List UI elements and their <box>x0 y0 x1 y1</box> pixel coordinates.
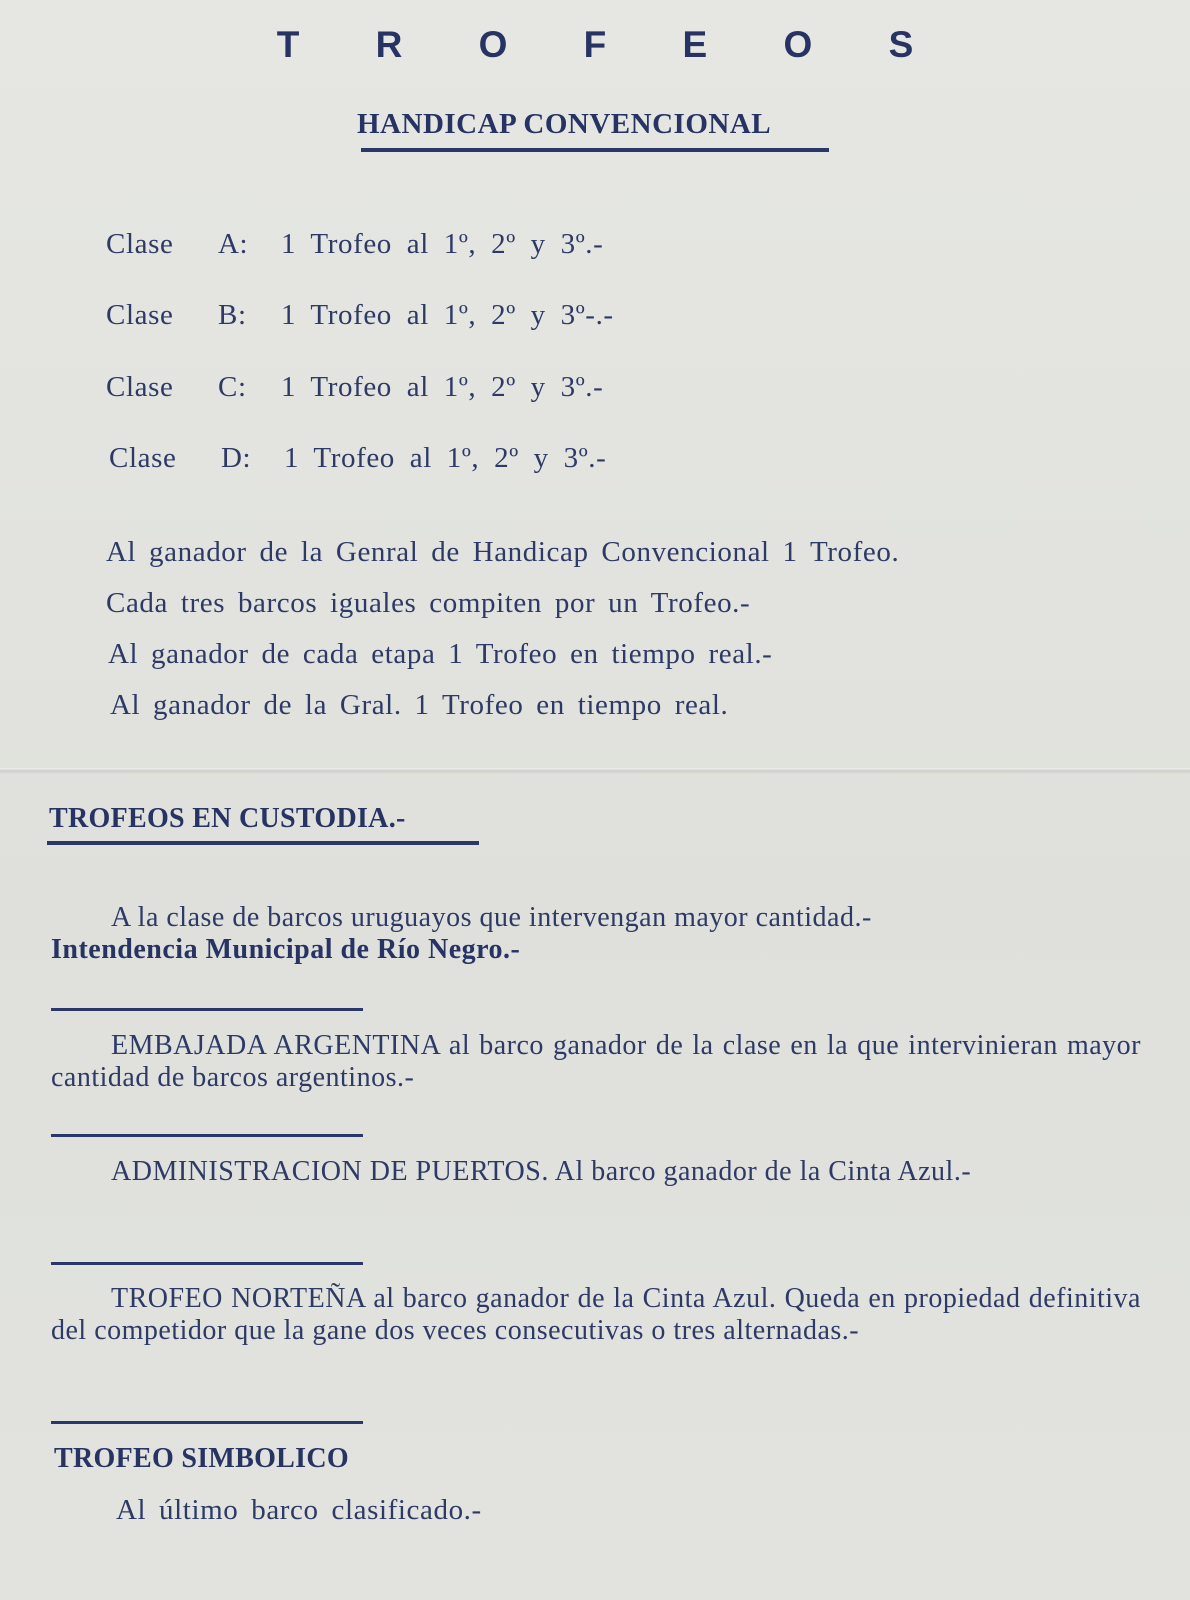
class-line-c <box>106 371 603 404</box>
separator-line <box>51 1421 363 1424</box>
class-line-a <box>106 228 603 261</box>
class-line-d <box>109 442 606 475</box>
class-text: 1 Trofeo al 1º, 2º y 3º.- <box>281 371 604 403</box>
custodia-underline <box>47 841 479 845</box>
separator-line <box>51 1008 363 1011</box>
class-letter: C: <box>218 371 247 403</box>
separator-line <box>51 1134 363 1137</box>
custodia-item-2 <box>51 1030 1141 1094</box>
class-label: Clase <box>106 228 174 260</box>
general-line-1: Al ganador de la Genral de Handicap Convencional 1 Trofeo. <box>106 536 900 568</box>
custodia-item-text: ADMINISTRACION DE PUERTOS. Al barco ganador de la Cinta Azul.- <box>111 1156 972 1187</box>
general-line-3: Al ganador de cada etapa 1 Trofeo en tiempo real.- <box>108 638 773 670</box>
simbolico-text: Al último barco clasificado.- <box>116 1494 482 1526</box>
custodia-item-4 <box>51 1283 1141 1347</box>
custodia-item-1 <box>51 902 1141 966</box>
class-letter: B: <box>218 299 247 331</box>
class-text: 1 Trofeo al 1º, 2º y 3º.- <box>284 442 607 474</box>
separator-line <box>51 1262 363 1265</box>
custodia-heading: TROFEOS EN CUSTODIA.- <box>49 803 406 834</box>
general-line-2: Cada tres barcos iguales compiten por un Trofeo.- <box>106 587 751 619</box>
class-label: Clase <box>109 442 177 474</box>
custodia-item-sponsor: Intendencia Municipal de Río Negro.- <box>51 934 521 965</box>
class-text: 1 Trofeo al 1º, 2º y 3º-.- <box>281 299 614 331</box>
class-line-b <box>106 299 614 332</box>
paper-fold <box>0 768 1190 774</box>
custodia-item-3 <box>51 1156 1141 1188</box>
class-letter: A: <box>218 228 249 260</box>
class-letter: D: <box>221 442 252 474</box>
custodia-item-text: A la clase de barcos uruguayos que intervengan mayor cantidad.- <box>111 902 872 933</box>
class-text: 1 Trofeo al 1º, 2º y 3º.- <box>281 228 604 260</box>
custodia-item-text: TROFEO NORTEÑA al barco ganador de la Cinta Azul. Queda en propiedad definitiva del competidor que la gane dos veces consecutivas o tres alternadas.- <box>51 1283 1141 1346</box>
simbolico-heading: TROFEO SIMBOLICO <box>54 1443 349 1474</box>
subtitle-underline <box>361 148 829 152</box>
document-subtitle: HANDICAP CONVENCIONAL <box>357 108 772 140</box>
custodia-item-text: EMBAJADA ARGENTINA al barco ganador de la clase en la que intervinieran mayor cantidad de barcos argentinos.- <box>51 1030 1141 1093</box>
class-label: Clase <box>106 299 174 331</box>
class-label: Clase <box>106 371 174 403</box>
document-title: T R O F E O S <box>276 24 947 65</box>
general-line-4: Al ganador de la Gral. 1 Trofeo en tiempo real. <box>110 689 729 721</box>
